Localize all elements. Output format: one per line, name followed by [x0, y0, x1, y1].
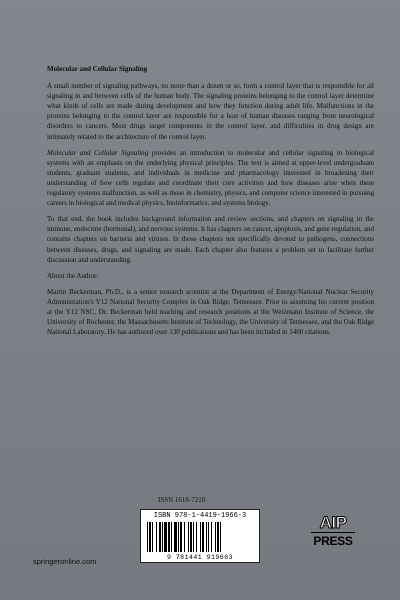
book-title-heading: Molecular and Cellular Signaling — [47, 65, 148, 73]
aip-logo-top: AIP — [319, 513, 347, 532]
isbn-label: ISBN 978-1-4419-1966-3 — [153, 512, 247, 520]
paragraph-signaling-overview: A small number of signaling pathways, no more than a dozen or so, form a control layer that is responsible for all signaling in and between cells of the human body. The signaling proteins belonging to the control layer determine what kinds of cells are made during development and how they function during adult life. Malfunctions in the proteins belonging to the control layer are responsible for a host of human diseases ranging from neurological disorders to cancers. Most drugs target components in the control layer, and difficulties in drug design are intimately related to the architecture of the control layer. — [47, 82, 374, 141]
barcode-digits: 9 781441 919663 — [166, 554, 233, 561]
aip-logo-bottom: PRESS — [313, 534, 353, 548]
barcode-bars-icon — [147, 522, 253, 552]
paragraph-book-intro — [47, 148, 374, 209]
paragraph-book-intro-text: provides an introduction to molecular and cellular signaling in biological systems with an emphasis on the underlying physical principles. The text is aimed at upper-level undergraduate students, graduate students, and individuals in medicine and pharmacology interested in broadening their understanding of how cells regulate and coordinate their core activities and how diseases arise when these regulatory systems malfunction, as well as those in chemistry, physics, and computer science interested in pursuing careers in biological and medical physics, bioinformatics, and systems biology. — [47, 148, 374, 208]
aip-press-logo — [307, 513, 359, 563]
paragraph-book-contents: To that end, the book includes background information and review sections, and chapters on signaling in the immune, endocrine (hormonal), and nervous systems. It has chapters on cancer, apoptosis, and gene regulation, and contains chapters on bacteria and viruses. In those chapters not specifically devoted to pathogens, connections between diseases, drugs, and signaling are made. Each chapter also features a problem set to facilitate further discussion and understanding. — [47, 215, 374, 264]
description-text-block — [47, 64, 374, 343]
inline-book-title: Molecular and Cellular Signaling — [47, 148, 149, 157]
isbn-barcode — [140, 509, 260, 563]
publisher-website-link[interactable]: springeronline.com — [33, 557, 97, 566]
logo-divider — [311, 532, 355, 533]
about-author-heading: About the Author: — [47, 271, 99, 280]
issn-text: ISSN 1618-7210 — [158, 496, 206, 504]
paragraph-author-bio: Martin Beckerman, Ph.D., is a senior research scientist at the Department of Energy/National Nuclear Security Administration's Y12 National Security Complex in Oak Ridge, Tennessee. Prior to assuming his current position at the Y12 NSC, Dr. Beckerman held teaching and research positions at the Weizmann Institute of Science, the University of Rochester, the Massachusetts Institute of Technology, the University of Tennessee, and the Oak Ridge National Laboratory. He has authored over 130 publications and has been included in 1400 citations. — [47, 287, 374, 337]
